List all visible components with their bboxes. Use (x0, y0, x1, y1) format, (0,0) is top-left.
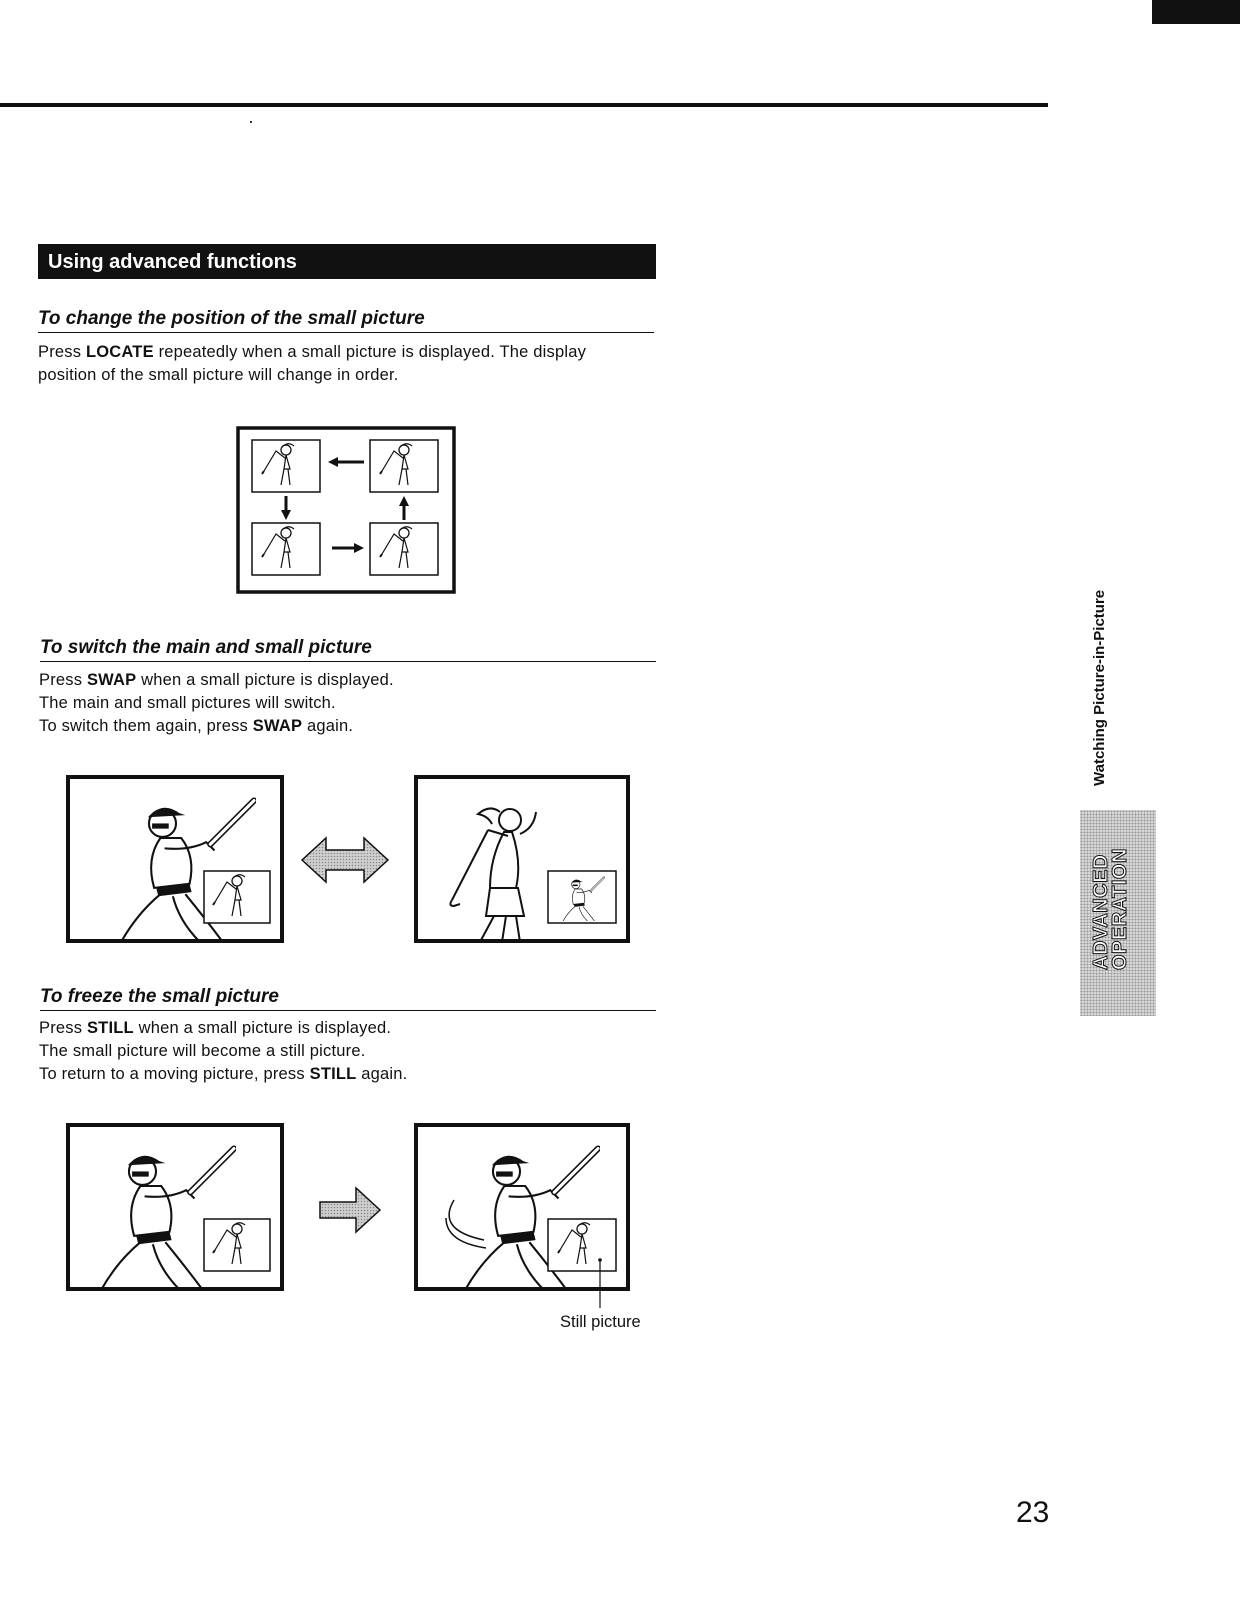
small-picture-moving (204, 1219, 270, 1271)
text-line: Press LOCATE repeatedly when a small picture is displayed. The display (38, 343, 587, 361)
text-line: To switch them again, press SWAP again. (39, 717, 354, 735)
section-side-label: ADVANCED OPERATION (1090, 848, 1131, 970)
section-title: Using advanced functions (38, 244, 656, 279)
text-freeze-picture (39, 1017, 659, 1086)
swap-arrow-icon (302, 838, 388, 882)
key-still: STILL (309, 1065, 357, 1083)
text-line: The small picture will become a still picture. (39, 1042, 366, 1060)
key-swap: SWAP (252, 717, 303, 735)
still-picture-caption: Still picture (560, 1313, 641, 1331)
position-bottom-left (252, 523, 320, 575)
small-picture-before (204, 871, 270, 923)
text-line: The main and small pictures will switch. (39, 694, 336, 712)
chapter-side-label: Watching Picture-in-Picture (1091, 589, 1108, 786)
text-line: To return to a moving picture, press STILL again. (39, 1065, 408, 1083)
position-cycle-figure (236, 426, 456, 594)
text-line: Press STILL when a small picture is displayed. (39, 1019, 392, 1037)
top-rule (0, 103, 1048, 107)
swap-figure (66, 774, 634, 946)
scan-speck (250, 121, 252, 123)
page-number: 23 (1016, 1496, 1050, 1529)
text-line: Press SWAP when a small picture is displayed. (39, 671, 394, 689)
key-locate: LOCATE (85, 343, 154, 361)
small-picture-still (548, 1219, 616, 1271)
key-swap: SWAP (86, 671, 137, 689)
text-switch-pictures (39, 669, 659, 738)
text-change-position (38, 341, 658, 387)
freeze-figure (66, 1122, 634, 1312)
heading-switch-pictures: To switch the main and small picture (40, 637, 656, 662)
heading-change-position: To change the position of the small picture (38, 308, 654, 333)
text-line: position of the small picture will change in order. (38, 366, 399, 384)
position-bottom-right (370, 523, 438, 575)
position-top-left (252, 440, 320, 492)
position-top-right (370, 440, 438, 492)
key-still: STILL (86, 1019, 134, 1037)
heading-freeze-picture: To freeze the small picture (40, 986, 656, 1011)
right-arrow-icon (320, 1188, 380, 1232)
corner-tab-mark (1152, 0, 1240, 24)
